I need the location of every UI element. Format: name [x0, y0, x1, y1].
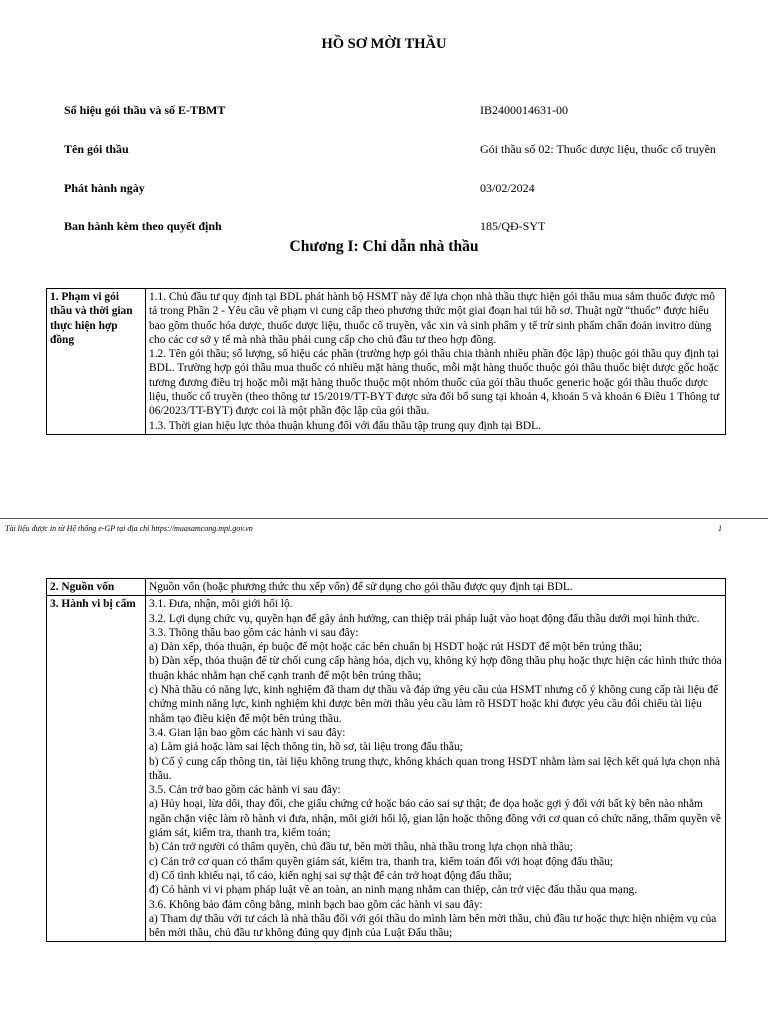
page-number: 1	[718, 524, 722, 533]
info-label: Phát hành ngày	[64, 181, 145, 195]
paragraph: 1.2. Tên gói thầu; số lượng, số hiệu các phần (trường hợp gói thầu chia thành nhiều phần độc lập) thuộc gói thầu quy định tại BDL. Trường hợp gói thầu mua thuốc có nhiều mặt hàng thuốc, mỗi mặt hàng thuốc thuộc gói thầu thuốc biệt dược gốc hoặc tương đương điều trị hoặc mỗi mặt hàng thuốc thuộc một nhóm thuốc của gói thầu thuốc generic hoặc gói thầu thuốc dược liệu, thuốc cổ truyền (theo thông tư 15/2019/TT-BYT được sửa đổi bổ sung tại khoản 4, khoản 5 và khoản 6 Điều 1 Thông tư 06/2023/TT-BYT) được coi là một phần độc lập của gói thầu.	[149, 348, 720, 418]
page-2	[0, 576, 768, 1024]
chapter-title: Chương I: Chỉ dẫn nhà thầu	[289, 238, 479, 255]
footer-source: Tài liệu được in từ Hệ thống e-GP tại địa chỉ https://muasamcong.mpi.gov.vn	[5, 524, 253, 533]
paragraph: 3.4. Gian lận bao gồm các hành vi sau đây:	[149, 726, 346, 739]
paragraph: b) Dàn xếp, thỏa thuận để từ chối cung cấp hàng hóa, dịch vụ, không ký hợp đồng thầu phụ hoặc thực hiện các hình thức thỏa thuận khác nhằm hạn chế cạnh tranh để một bên trúng thầu;	[149, 655, 722, 682]
section-heading: 3. Hành vi bị cấm	[47, 596, 146, 942]
paragraph: d) Cố tình khiếu nại, tố cáo, kiến nghị sai sự thật để cản trở hoạt động đấu thầu;	[149, 869, 512, 882]
table-row	[47, 579, 726, 596]
paragraph: a) Dàn xếp, thỏa thuận, ép buộc để một hoặc các bên chuẩn bị HSDT hoặc rút HSDT để một bên trúng thầu;	[149, 641, 643, 654]
info-label: Số hiệu gói thầu và số E-TBMT	[64, 103, 226, 117]
section-table	[46, 578, 726, 942]
paragraph: b) Cản trở người có thẩm quyền, chủ đầu tư, bên mời thầu, nhà thầu trong lựa chọn nhà thầu;	[149, 841, 573, 854]
section-content	[146, 596, 726, 942]
paragraph: 3.2. Lợi dụng chức vụ, quyền hạn để gây ảnh hưởng, can thiệp trái pháp luật vào hoạt động đấu thầu dưới mọi hình thức.	[149, 612, 700, 625]
paragraph: c) Cản trở cơ quan có thẩm quyền giám sát, kiểm tra, thanh tra, kiểm toán đối với hoạt động đấu thầu;	[149, 855, 614, 868]
section-heading: 2. Nguồn vốn	[47, 579, 146, 596]
paragraph: 3.1. Đưa, nhận, môi giới hối lộ.	[149, 598, 293, 611]
info-value: 185/QĐ-SYT	[480, 219, 546, 233]
document-title: HỒ SƠ MỜI THẦU	[321, 36, 447, 52]
info-value: Gói thầu số 02: Thuốc dược liệu, thuốc cổ truyền	[480, 142, 716, 156]
info-label: Ban hành kèm theo quyết định	[64, 219, 222, 233]
table-row	[47, 289, 726, 435]
paragraph: 3.3. Thông thầu bao gồm các hành vi sau đây:	[149, 626, 359, 639]
table-row	[47, 596, 726, 942]
paragraph: 3.6. Không bảo đảm công bằng, minh bạch bao gồm các hành vi sau đây:	[149, 898, 483, 911]
paragraph: c) Nhà thầu có năng lực, kinh nghiệm đã tham dự thầu và đáp ứng yêu cầu của HSMT nhưng cố ý không cung cấp tài liệu để chứng minh năng lực, kinh nghiệm khi được bên mời thầu yêu cầu làm rõ HSDT hoặc khi được yêu cầu đối chiếu tài liệu nhằm tạo điều kiện để một bên trúng thầu.	[149, 684, 719, 725]
section-heading: 1. Phạm vi gói thầu và thời gian thực hiện hợp đồng	[47, 289, 146, 435]
section-content	[146, 579, 726, 596]
paragraph: đ) Có hành vi vi phạm pháp luật về an toàn, an ninh mạng nhằm can thiệp, cản trở việc đấu thầu qua mạng.	[149, 884, 638, 897]
paragraph: 3.5. Cản trở bao gồm các hành vi sau đây:	[149, 784, 341, 797]
paragraph: Nguồn vốn (hoặc phương thức thu xếp vốn) để sử dụng cho gói thầu được quy định tại BDL.	[149, 581, 573, 593]
paragraph: a) Hủy hoại, lừa dối, thay đổi, che giấu chứng cứ hoặc báo cáo sai sự thật; đe dọa hoặc gợi ý đối với bất kỳ bên nào nhằm ngăn chặn việc làm rõ hành vi đưa, nhận, môi giới hối lộ, gian lận hoặc thông đồng với cơ quan có chức năng, thẩm quyền về giám sát, kiểm tra, thanh tra, kiểm toán;	[149, 798, 721, 840]
section-content	[146, 289, 726, 435]
paragraph: b) Cố ý cung cấp thông tin, tài liệu không trung thực, không khách quan trong HSDT nhằm làm sai lệch kết quả lựa chọn nhà thầu.	[149, 755, 721, 782]
page-divider	[0, 518, 768, 519]
paragraph: 1.1. Chủ đầu tư quy định tại BDL phát hành bộ HSMT này để lựa chọn nhà thầu thực hiện gói thầu mua sắm thuốc được mô tả trong Phần 2 - Yêu cầu về phạm vi cung cấp theo phương thức một giai đoạn hai túi hồ sơ. Thuật ngữ “thuốc” được hiểu bao gồm thuốc hóa dược, thuốc dược liệu, thuốc cổ truyền, vắc xin và sinh phẩm y tế trừ sinh phẩm chẩn đoán invitro dùng cho các cơ sở y tế mà nhà thầu phải cung cấp cho chủ đầu tư theo hợp đồng.	[149, 291, 715, 346]
info-value: IB2400014631-00	[480, 103, 568, 117]
paragraph: 1.3. Thời gian hiệu lực thỏa thuận khung đối với đấu thầu tập trung quy định tại BDL.	[149, 419, 541, 432]
paragraph: a) Làm giả hoặc làm sai lệch thông tin, hồ sơ, tài liệu trong đấu thầu;	[149, 741, 463, 754]
section-table	[46, 288, 726, 435]
info-value: 03/02/2024	[480, 181, 535, 195]
paragraph: a) Tham dự thầu với tư cách là nhà thầu đối với gói thầu do mình làm bên mời thầu, chủ đầu tư hoặc thực hiện nhiệm vụ của bên mời thầu, chủ đầu tư không đúng quy định của Luật Đấu thầu;	[149, 912, 717, 940]
info-label: Tên gói thầu	[64, 142, 129, 156]
